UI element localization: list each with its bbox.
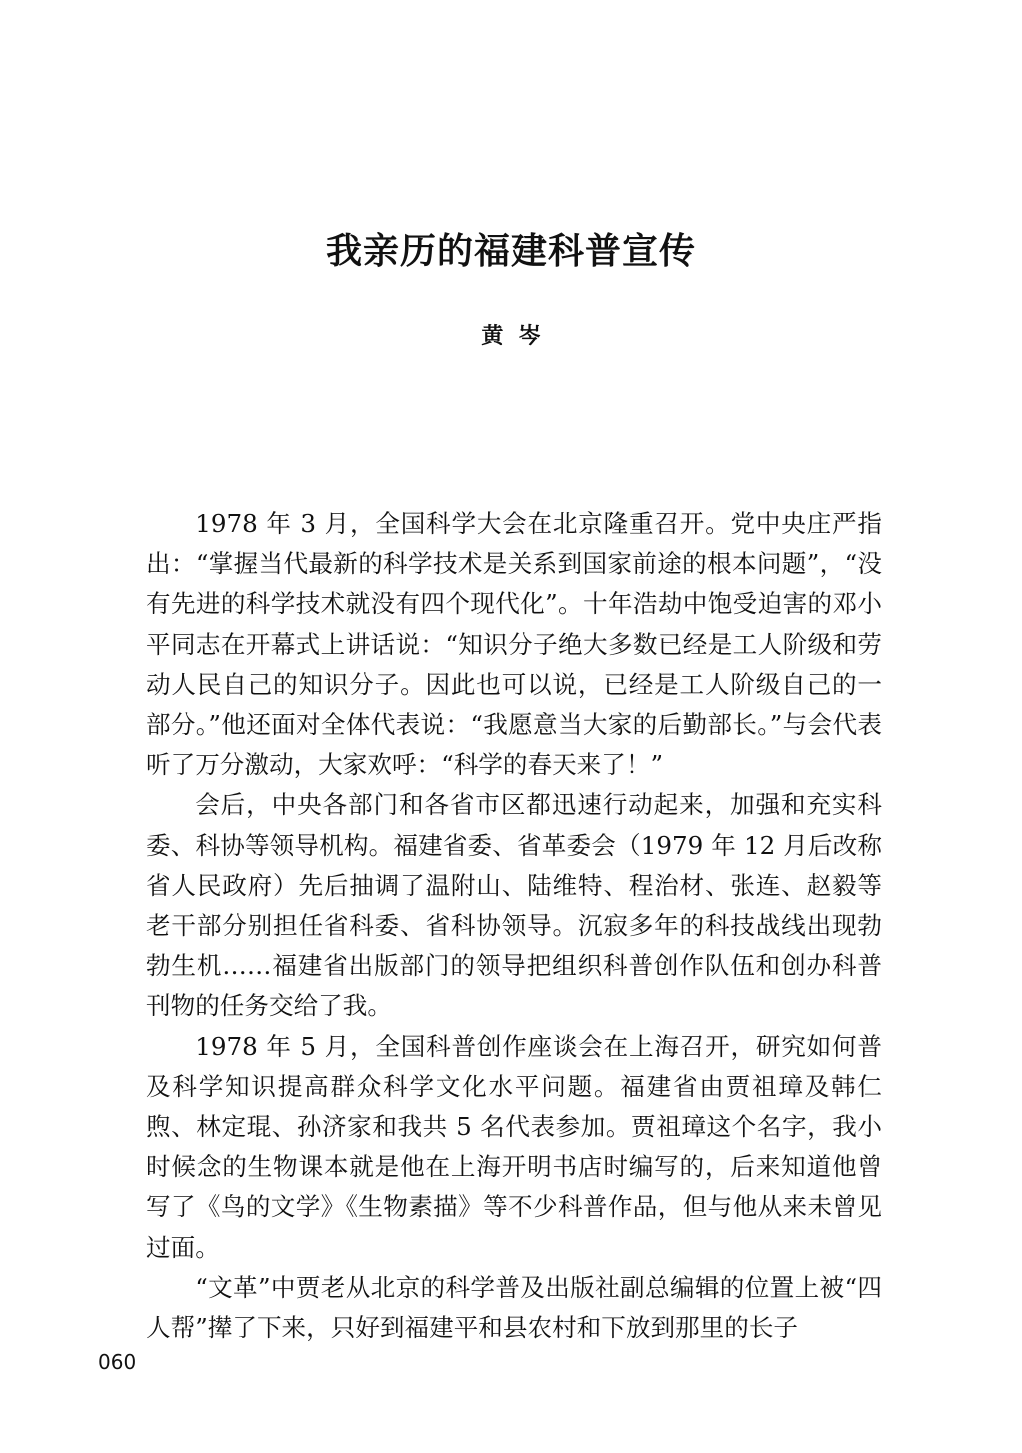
paragraph: “文革”中贾老从北京的科学普及出版社副总编辑的位置上被“四人帮”撵了下来，只好到福建平和县农村和下放到那里的长子: [146, 1272, 882, 1343]
paragraph: 会后，中央各部门和各省市区都迅速行动起来，加强和充实科委、科协等领导机构。福建省委、省革委会（1979 年 12 月后改称省人民政府）先后抽调了温附山、陆维特、程治材、张连、赵毅等老干部分别担任省科委、省科协领导。沉寂多年的科技战线出现勃勃生机……福建省出版部门的领导把组织科普创作队伍和创办科普刊物的任务交给了我。: [146, 790, 882, 1021]
paragraph: 1978 年 3 月，全国科学大会在北京隆重召开。党中央庄严指出：“掌握当代最新的科学技术是关系到国家前途的根本问题”，“没有先进的科学技术就没有四个现代化”。十年浩劫中饱受迫害的邓小平同志在开幕式上讲话说：“知识分子绝大多数已经是工人阶级和劳动人民自己的知识分子。因此也可以说，已经是工人阶级自己的一部分。”他还面对全体代表说：“我愿意当大家的后勤部长。”与会代表听了万分激动，大家欢呼：“科学的春天来了！”: [146, 509, 882, 780]
article-author: 黄 岑: [481, 323, 541, 349]
article-title: 我亲历的福建科普宣传: [325, 231, 696, 272]
article-body: [146, 504, 882, 1348]
paragraph: 1978 年 5 月，全国科普创作座谈会在上海召开，研究如何普及科学知识提高群众科学文化水平问题。福建省由贾祖璋及韩仁煦、林定琨、孙济家和我共 5 名代表参加。贾祖璋这个名字，我小时候念的生物课本就是他在上海开明书店时编写的，后来知道他曾写了《鸟的文学》《生物素描》等不少科普作品，但与他从来未曾见过面。: [146, 1031, 882, 1262]
page-number: 060: [98, 1350, 137, 1374]
